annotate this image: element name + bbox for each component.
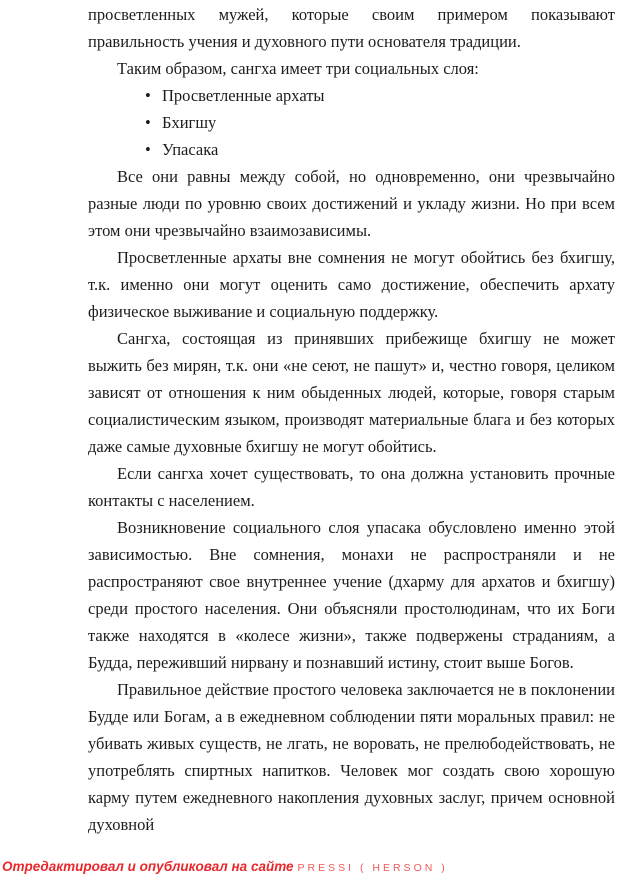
list-item-label: Просветленные архаты: [162, 86, 325, 105]
paragraph: Просветленные архаты вне сомнения не могут обойтись без бхигшу, т.к. именно они могут оценить само достижение, обеспечить архату физическое выживание и социальную поддержку.: [88, 248, 615, 321]
watermark-label: Отредактировал и опубликовал на сайте: [2, 859, 294, 874]
paragraph: Правильное действие простого человека заключается не в поклонении Будде или Богам, а в ежедневном соблюдении пяти моральных правил: не убивать живых существ, не лгать, не воровать, не прелюбодействовать, не употреблять спиртных напитков. Человек мог создать свою хорошую карму путем ежедневного накопления духовных заслуг, причем основной духовной: [88, 680, 615, 834]
body-text: [88, 1, 615, 838]
list-item: [88, 109, 615, 136]
paragraph: Возникновение социального слоя упасака обусловлено именно этой зависимостью. Вне сомнения, монахи не распространяли и не распространяют свое внутреннее учение (дхарму для архатов и бхигшу) среди простого населения. Они объясняли простолюдинам, что их Боги также находятся в «колесе жизни», также подвержены страданиям, а Будда, переживший нирвану и познавший истину, стоит выше Богов.: [88, 518, 615, 672]
bullet-icon: •: [145, 140, 151, 159]
bullet-list: [88, 82, 615, 163]
watermark-brand: PRESSI ( HERSON ): [297, 862, 448, 874]
watermark-footer: [2, 858, 448, 876]
paragraph: Все они равны между собой, но одновременно, они чрезвычайно разные люди по уровню своих достижений и укладу жизни. Но при всем этом они чрезвычайно взаимозависимы.: [88, 167, 615, 240]
paragraph-continuation: просветленных мужей, которые своим примером показывают правильность учения и духовного пути основателя традиции.: [88, 5, 615, 51]
paragraph-intro: Таким образом, сангха имеет три социальных слоя:: [117, 59, 479, 78]
paragraph: Если сангха хочет существовать, то она должна установить прочные контакты с населением.: [88, 464, 615, 510]
list-item-label: Бхигшу: [162, 113, 217, 132]
bullet-icon: •: [145, 113, 151, 132]
bullet-icon: •: [145, 86, 151, 105]
list-item: [88, 136, 615, 163]
paragraph: Сангха, состоящая из принявших прибежище бхигшу не может выжить без мирян, т.к. они «не сеют, не пашут» и, честно говоря, целиком зависят от отношения к ним обыденных людей, которые, говоря старым социалистическим языком, производят материальные блага и без которых даже самые духовные бхигшу не могут обойтись.: [88, 329, 615, 456]
list-item-label: Упасака: [162, 140, 219, 159]
list-item: [88, 82, 615, 109]
